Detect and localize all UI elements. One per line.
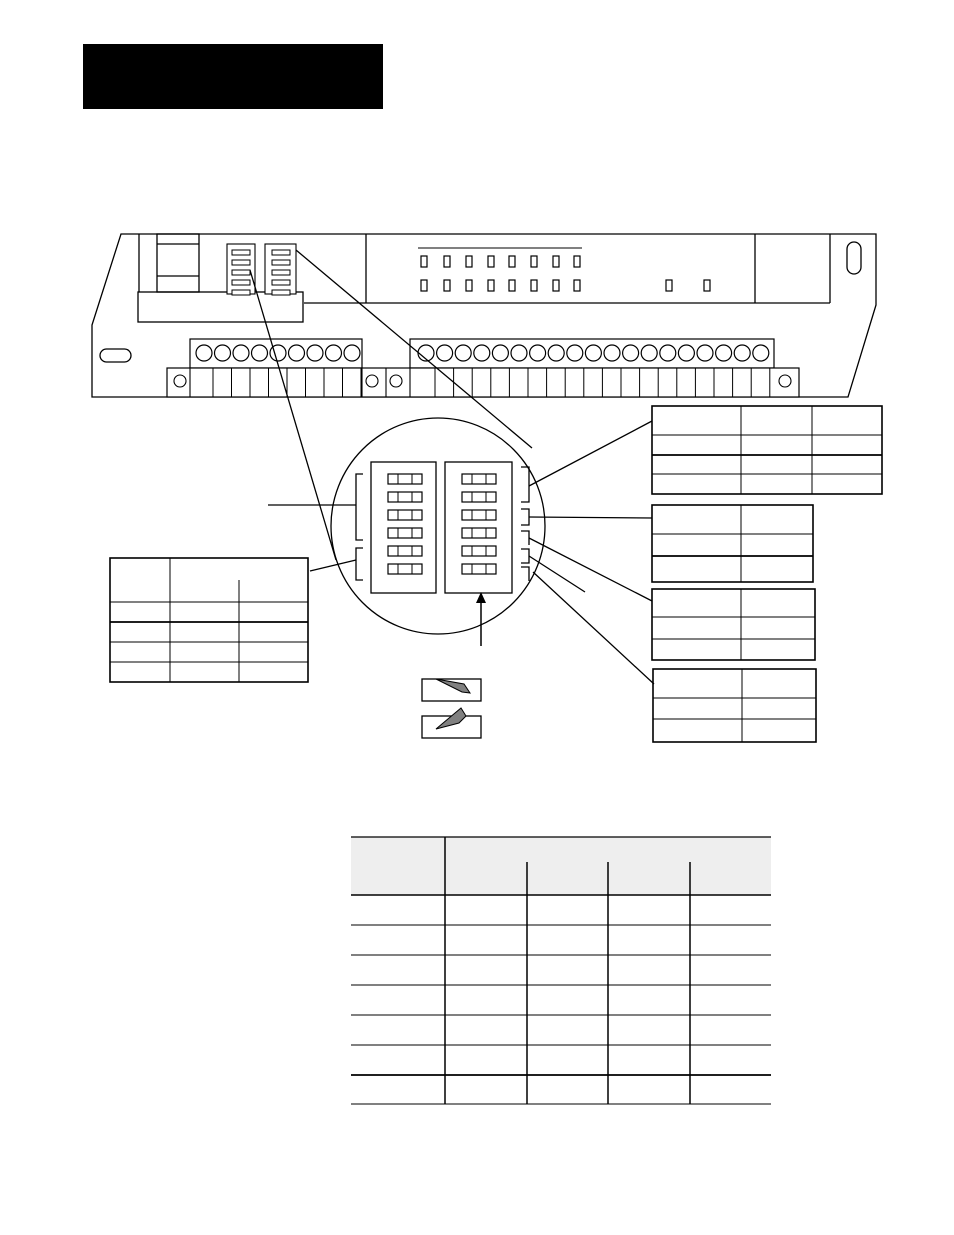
header-bar xyxy=(83,44,383,109)
right-callout-table-4 xyxy=(653,669,816,742)
led-indicator xyxy=(666,280,672,291)
rocker-switch-down-icon xyxy=(422,679,481,701)
terminal-screw xyxy=(492,345,508,361)
terminal-screw xyxy=(233,345,249,361)
right-callout-table-1 xyxy=(652,406,882,494)
terminal-screw xyxy=(548,345,564,361)
led-indicator xyxy=(553,256,559,267)
terminal-screw xyxy=(530,345,546,361)
led-indicator xyxy=(531,280,537,291)
dip-switch-position xyxy=(462,510,496,520)
terminal-screw xyxy=(215,345,231,361)
led-indicator xyxy=(444,280,450,291)
terminal-screw xyxy=(307,345,323,361)
terminal-screw xyxy=(511,345,527,361)
led-indicator xyxy=(444,256,450,267)
dip-switch-position xyxy=(462,474,496,484)
led-indicator xyxy=(704,280,710,291)
led-indicator xyxy=(421,256,427,267)
dip-switch-position xyxy=(272,250,290,255)
dip-switch-position xyxy=(272,260,290,265)
terminal-screw xyxy=(252,345,268,361)
led-indicator xyxy=(421,280,427,291)
dip-switch-position xyxy=(272,280,290,285)
terminal-screw xyxy=(641,345,657,361)
terminal-screw xyxy=(678,345,694,361)
terminal-screw xyxy=(697,345,713,361)
right-callout-table-3 xyxy=(652,589,815,660)
terminal-screw xyxy=(660,345,676,361)
led-indicator xyxy=(466,256,472,267)
terminal-screw xyxy=(437,345,453,361)
dip-switch-position xyxy=(462,546,496,556)
dip-switch-position xyxy=(232,280,250,285)
led-indicator xyxy=(574,256,580,267)
terminal-screw xyxy=(326,345,342,361)
settings-table xyxy=(351,837,771,1104)
terminal-screw xyxy=(585,345,601,361)
rocker-switch-up-icon xyxy=(422,708,481,738)
mount-screw xyxy=(779,375,791,387)
dip-switch-position xyxy=(388,528,422,538)
terminal-screw xyxy=(716,345,732,361)
dip-switch-position xyxy=(232,270,250,275)
led-indicator xyxy=(509,256,515,267)
mount-screw xyxy=(390,375,402,387)
led-indicator xyxy=(509,280,515,291)
dip-switch-position xyxy=(388,492,422,502)
terminal-screw xyxy=(604,345,620,361)
led-indicator xyxy=(488,256,494,267)
dip-switch-position xyxy=(232,260,250,265)
right-callout-table-2 xyxy=(652,505,813,582)
terminal-screw xyxy=(567,345,583,361)
dip-switch-position xyxy=(462,492,496,502)
led-indicator xyxy=(488,280,494,291)
led-indicator xyxy=(531,256,537,267)
dip-switch-position xyxy=(388,546,422,556)
terminal-screw xyxy=(455,345,471,361)
mount-screw xyxy=(366,375,378,387)
led-indicator xyxy=(466,280,472,291)
dip-switch-position xyxy=(462,528,496,538)
led-indicator xyxy=(553,280,559,291)
terminal-screw xyxy=(623,345,639,361)
zoom-circle xyxy=(331,418,545,634)
terminal-screw xyxy=(753,345,769,361)
terminal-screw xyxy=(289,345,305,361)
terminal-screw xyxy=(344,345,360,361)
dip-switch-position xyxy=(388,510,422,520)
led-indicator xyxy=(574,280,580,291)
dip-switch-position xyxy=(388,564,422,574)
mount-screw xyxy=(174,375,186,387)
terminal-screw xyxy=(734,345,750,361)
dip-switch-position xyxy=(232,290,250,295)
terminal-screw xyxy=(474,345,490,361)
dip-switch-position xyxy=(272,270,290,275)
dip-switch-position xyxy=(232,250,250,255)
dip-switch-position xyxy=(388,474,422,484)
dip-switch-position xyxy=(462,564,496,574)
left-callout-table xyxy=(110,558,308,682)
terminal-screw xyxy=(196,345,212,361)
dip-switch-position xyxy=(272,290,290,295)
